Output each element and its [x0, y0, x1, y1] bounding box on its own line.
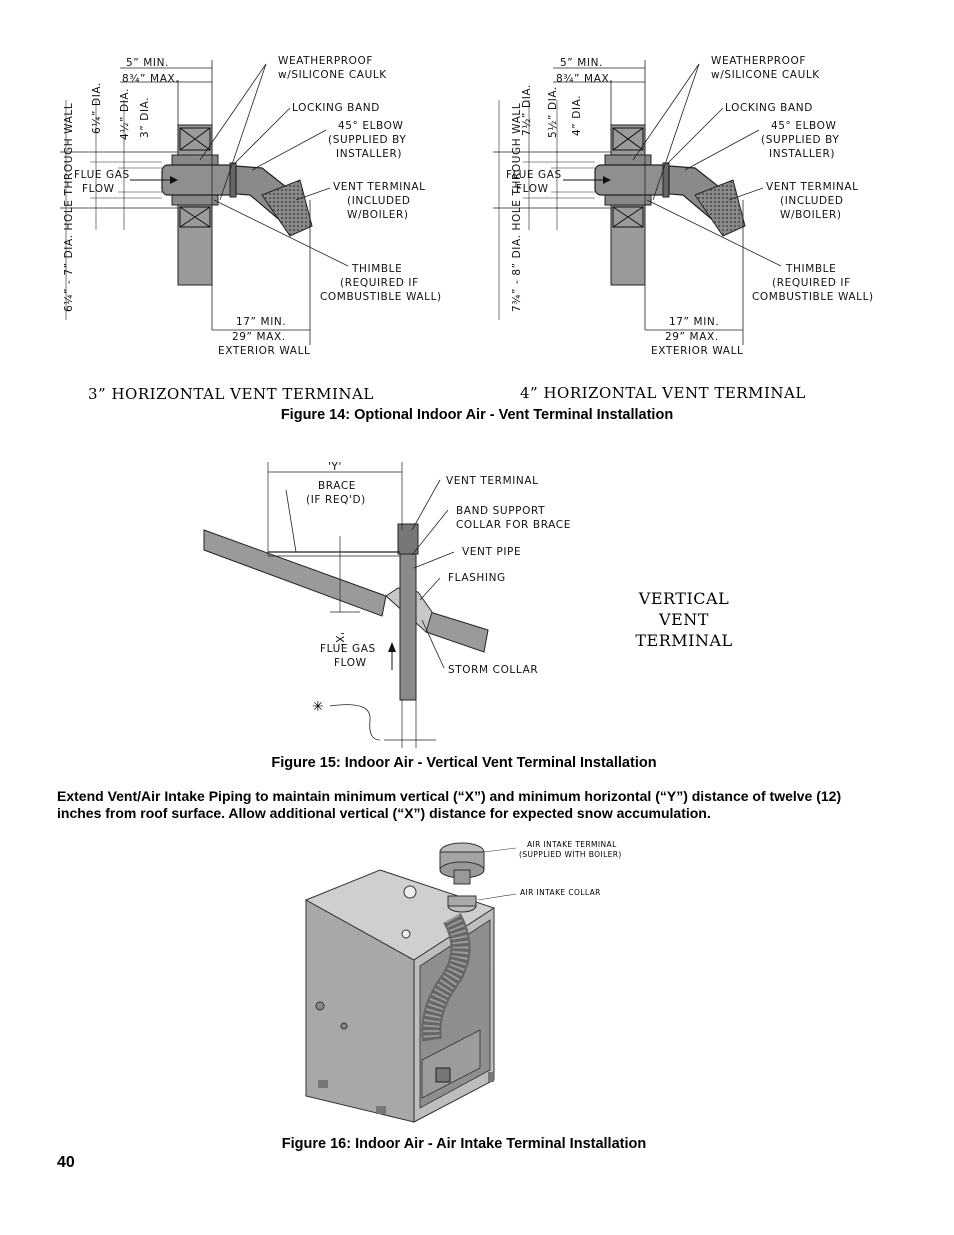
svg-text:45° ELBOW: 45° ELBOW — [338, 120, 404, 132]
fig15-title — [635, 589, 732, 650]
fig16-labels — [519, 840, 622, 897]
svg-text:VENT TERMINAL: VENT TERMINAL — [766, 181, 859, 193]
svg-text:3” DIA.: 3” DIA. — [139, 96, 151, 138]
svg-text:'Y': 'Y' — [328, 461, 342, 473]
fig14-left-title: 3” HORIZONTAL VENT TERMINAL — [88, 385, 374, 403]
svg-text:BRACE: BRACE — [318, 480, 357, 492]
svg-text:COMBUSTIBLE WALL): COMBUSTIBLE WALL) — [752, 291, 874, 303]
svg-text:8¾” MAX.: 8¾” MAX. — [122, 73, 180, 85]
svg-text:INSTALLER): INSTALLER) — [336, 148, 403, 160]
figure-16-caption: Figure 16: Indoor Air - Air Intake Terminal Installation — [281, 1136, 647, 1152]
svg-text:7½” DIA.: 7½” DIA. — [521, 84, 533, 136]
svg-text:AIR INTAKE COLLAR: AIR INTAKE COLLAR — [520, 888, 601, 897]
figure-15-caption: Figure 15: Indoor Air - Vertical Vent Terminal Installation — [271, 755, 657, 771]
fig14-right-title: 4” HORIZONTAL VENT TERMINAL — [520, 384, 806, 402]
svg-text:WEATHERPROOF: WEATHERPROOF — [278, 55, 374, 67]
svg-text:VENT TERMINAL: VENT TERMINAL — [446, 475, 539, 487]
svg-text:29” MAX.: 29” MAX. — [665, 331, 719, 343]
svg-text:BAND SUPPORT: BAND SUPPORT — [456, 505, 546, 517]
svg-text:w/SILICONE CAULK: w/SILICONE CAULK — [711, 69, 820, 81]
svg-text:THIMBLE: THIMBLE — [786, 263, 837, 275]
svg-text:VENT: VENT — [659, 610, 709, 629]
svg-text:(INCLUDED: (INCLUDED — [780, 195, 844, 207]
svg-text:(INCLUDED: (INCLUDED — [347, 195, 411, 207]
svg-text:AIR INTAKE TERMINAL: AIR INTAKE TERMINAL — [527, 840, 617, 849]
svg-text:INSTALLER): INSTALLER) — [769, 148, 836, 160]
svg-text:EXTERIOR WALL: EXTERIOR WALL — [651, 345, 744, 357]
svg-text:(REQUIRED IF: (REQUIRED IF — [340, 277, 419, 289]
svg-text:FLOW: FLOW — [334, 657, 367, 669]
vent-instructions: Extend Vent/Air Intake Piping to maintain minimum vertical (“X”) and minimum horizontal (“Y”) distance of twelve (12) inches from roof surface. Allow additional vertical (“X”) distance for expected snow accumulation. — [57, 788, 842, 821]
svg-text:VENT PIPE: VENT PIPE — [462, 546, 522, 558]
svg-text:COMBUSTIBLE WALL): COMBUSTIBLE WALL) — [320, 291, 442, 303]
svg-text:w/SILICONE CAULK: w/SILICONE CAULK — [278, 69, 387, 81]
page-number: 40 — [57, 1154, 75, 1171]
figure-14-drawing — [0, 0, 954, 410]
svg-text:17” MIN.: 17” MIN. — [236, 316, 287, 328]
svg-text:VENT TERMINAL: VENT TERMINAL — [333, 181, 426, 193]
svg-text:4½” DIA.: 4½” DIA. — [119, 88, 131, 140]
svg-text:✳: ✳ — [312, 699, 324, 715]
svg-text:EXTERIOR WALL: EXTERIOR WALL — [218, 345, 311, 357]
figure-15-drawing — [0, 455, 954, 755]
svg-text:WEATHERPROOF: WEATHERPROOF — [711, 55, 807, 67]
figure-14-caption: Figure 14: Optional Indoor Air - Vent Terminal Installation — [280, 407, 674, 423]
svg-text:45° ELBOW: 45° ELBOW — [771, 120, 837, 132]
svg-text:FLASHING: FLASHING — [448, 572, 506, 584]
svg-text:LOCKING BAND: LOCKING BAND — [725, 102, 813, 114]
svg-text:W/BOILER): W/BOILER) — [347, 209, 409, 221]
svg-text:THIMBLE: THIMBLE — [352, 263, 403, 275]
svg-text:STORM COLLAR: STORM COLLAR — [448, 664, 539, 676]
svg-text:VERTICAL: VERTICAL — [638, 589, 730, 608]
svg-text:FLUE GAS: FLUE GAS — [320, 643, 376, 655]
svg-text:FLUE GAS: FLUE GAS — [506, 169, 562, 181]
svg-text:(SUPPLIED BY: (SUPPLIED BY — [328, 134, 407, 146]
fig14-right-labels — [506, 55, 874, 357]
svg-text:FLUE GAS: FLUE GAS — [74, 169, 130, 181]
figure-16-drawing — [0, 830, 954, 1130]
svg-text:7¾” - 8” DIA. HOLE THROUGH WAL: 7¾” - 8” DIA. HOLE THROUGH WALL — [511, 102, 523, 312]
svg-text:(SUPPLIED WITH BOILER): (SUPPLIED WITH BOILER) — [519, 850, 622, 859]
svg-text:6¼” DIA.: 6¼” DIA. — [91, 82, 103, 134]
svg-text:6¼” - 7” DIA. HOLE THROUGH WAL: 6¼” - 7” DIA. HOLE THROUGH WALL — [63, 102, 75, 312]
svg-text:(REQUIRED IF: (REQUIRED IF — [772, 277, 851, 289]
svg-text:5½” DIA.: 5½” DIA. — [547, 86, 559, 138]
svg-text:5” MIN.: 5” MIN. — [126, 57, 170, 69]
svg-text:8¾” MAX.: 8¾” MAX. — [556, 73, 614, 85]
svg-text:'X': 'X' — [333, 632, 345, 647]
svg-text:LOCKING BAND: LOCKING BAND — [292, 102, 380, 114]
svg-text:W/BOILER): W/BOILER) — [780, 209, 842, 221]
fig14-left-labels — [63, 55, 442, 357]
svg-text:17” MIN.: 17” MIN. — [669, 316, 720, 328]
svg-text:(SUPPLIED BY: (SUPPLIED BY — [761, 134, 840, 146]
svg-text:FLOW: FLOW — [516, 183, 549, 195]
svg-text:TERMINAL: TERMINAL — [635, 631, 733, 650]
svg-text:29” MAX.: 29” MAX. — [232, 331, 286, 343]
svg-text:4” DIA.: 4” DIA. — [571, 94, 583, 136]
svg-text:FLOW: FLOW — [82, 183, 115, 195]
svg-text:COLLAR FOR BRACE: COLLAR FOR BRACE — [456, 519, 571, 531]
svg-text:(IF REQ'D): (IF REQ'D) — [306, 494, 366, 506]
svg-text:5” MIN.: 5” MIN. — [560, 57, 604, 69]
